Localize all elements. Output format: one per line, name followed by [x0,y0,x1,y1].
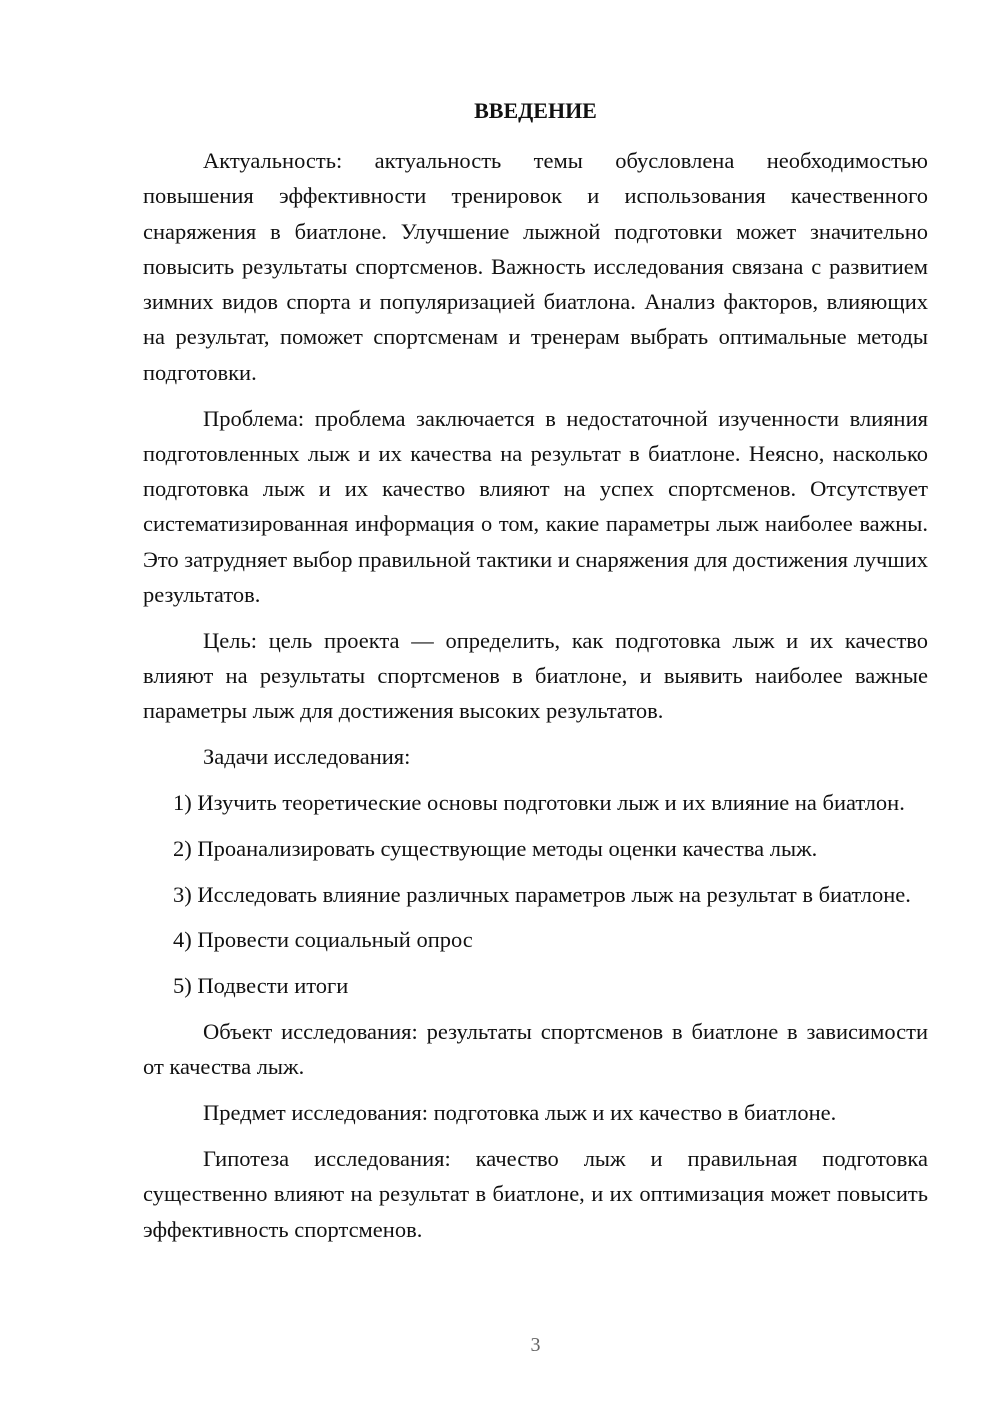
document-page [143,0,928,1414]
task-item-4: 4) Провести социальный опрос [173,927,473,953]
paragraph-object: Объект исследования: результаты спортсменов в биатлоне в зависимости от качества лыж. [143,1019,928,1080]
document-body [143,143,928,1247]
task-item-2: 2) Проанализировать существующие методы оценки качества лыж. [173,835,818,861]
page-title: ВВЕДЕНИЕ [474,98,597,123]
paragraph-relevance: Актуальность: актуальность темы обусловлена необходимостью повышения эффективности тренировок и использования качественного снаряжения в биатлоне. Улучшение лыжной подготовки может значительно повысить результаты спортсменов. Важность исследования связана с развитием зимних видов спорта и популяризацией биатлона. Анализ факторов, влияющих на результат, поможет спортсменам и тренерам выбрать оптимальные методы подготовки. [143,148,928,385]
paragraph-goal: Цель: цель проекта — определить, как подготовка лыж и их качество влияют на результаты спортсменов в биатлоне, и выявить наиболее важные параметры лыж для достижения высоких результатов. [143,627,928,724]
task-item-1: 1) Изучить теоретические основы подготовки лыж и их влияние на биатлон. [173,790,905,816]
paragraph-hypothesis: Гипотеза исследования: качество лыж и правильная подготовка существенно влияют на результат в биатлоне, и их оптимизация может повысить эффективность спортсменов. [143,1145,928,1242]
page-number: 3 [530,1334,541,1356]
task-item-5: 5) Подвести итоги [173,973,349,999]
paragraph-tasks-heading: Задачи исследования: [203,744,411,770]
paragraph-subject: Предмет исследования: подготовка лыж и их качество в биатлоне. [203,1100,837,1126]
task-item-3: 3) Исследовать влияние различных параметров лыж на результат в биатлоне. [173,881,911,907]
paragraph-problem: Проблема: проблема заключается в недостаточной изученности влияния подготовленных лыж и их качества на результат в биатлоне. Неясно, насколько подготовка лыж и их качество влияют на успех спортсменов. Отсутствует систематизированная информация о том, какие параметры лыж наиболее важны. Это затрудняет выбор правильной тактики и снаряжения для достижения лучших результатов. [143,405,928,608]
